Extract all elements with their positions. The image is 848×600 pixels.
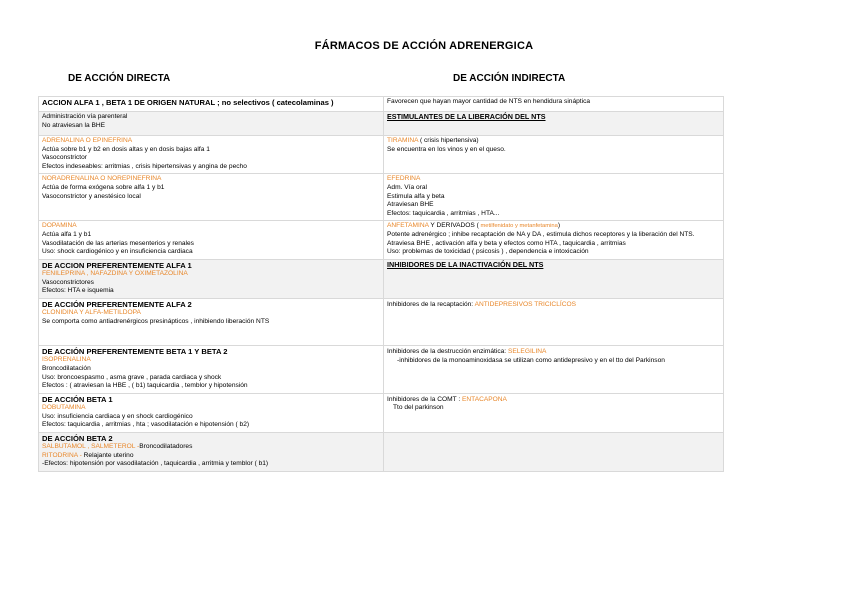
table-cell <box>39 393 384 432</box>
drug-name: SALBUTAMOL , SALMETEROL - <box>42 443 140 451</box>
table-cell <box>39 136 384 174</box>
table-cell <box>384 393 724 432</box>
drug-name: ENTACAPONA <box>462 395 507 403</box>
drug-name: CLONIDINA Y ALFA-METILDOPA <box>42 309 141 317</box>
cell-text: Uso: insuficiencia cardiaca y en shock cardiogénico <box>42 412 193 420</box>
cell-text: Vasodilatación de las arterias mesenterios y renales <box>42 239 194 247</box>
table-cell <box>39 97 384 112</box>
cell-text: Efectos : ( atraviesan la HBE , ( b1) taquicardia , temblor y hipotensión <box>42 382 248 390</box>
drug-name: SELEGILINA <box>507 347 547 355</box>
cell-text: Actúa alfa 1 y b1 <box>42 230 92 238</box>
cell-text: Favorecen que hayan mayor cantidad de NTS en hendidura sináptica <box>387 98 591 105</box>
document-title: FÁRMACOS DE ACCIÓN ADRENERGICA <box>314 40 534 52</box>
drug-note: Y DERIVADOS ( <box>428 222 479 230</box>
cell-text: Actúa sobre b1 y b2 en dosis altas y en dosis bajas alfa 1 <box>42 145 210 153</box>
cell-text: Adm. Vía oral <box>387 183 427 191</box>
drug-note: Relajante uterino <box>83 451 134 459</box>
drug-name: EFEDRINA <box>387 175 421 183</box>
table-cell <box>384 174 724 221</box>
table-cell <box>384 298 724 345</box>
cell-text: -Efectos: hipotensión por vasodilatación , taquicardia , arritmia y temblor ( b1) <box>42 460 269 468</box>
drug-note: Broncodilatadores <box>139 443 193 451</box>
table-row <box>39 432 724 471</box>
cell-text: Atraviesa BHE , activación alfa y beta y efectos como HTA , taquicardia , arritmias <box>387 239 626 247</box>
table-row <box>39 345 724 393</box>
cell-text: Inhibidores de la recaptación: <box>387 300 475 308</box>
table-cell <box>384 345 724 393</box>
adrenergic-drugs-table <box>38 96 724 472</box>
section-heading: DE ACCION PREFERENTEMENTE ALFA 1 <box>42 260 192 270</box>
cell-text: Uso: shock cardiogénico y en insuficiencia cardiaca <box>42 248 193 256</box>
table-cell <box>384 112 724 136</box>
cell-text: Tto del parkinson <box>393 404 444 412</box>
table-cell <box>39 112 384 136</box>
table-cell <box>39 345 384 393</box>
table-row <box>39 259 724 298</box>
cell-text: Uso: broncoespasmo , asma grave , parada cardiaca y shock <box>42 373 222 381</box>
table-row <box>39 136 724 174</box>
section-heading: DE ACCIÓN BETA 2 <box>42 433 113 443</box>
drug-examples: metilfenidato y metanfetamina <box>478 223 558 230</box>
cell-text: Se comporta como antiadrenérgicos presinápticos , inhibiendo liberación NTS <box>42 317 270 325</box>
table-row <box>39 393 724 432</box>
drug-name: DOPAMINA <box>42 222 77 230</box>
drug-name: TIRAMINA <box>387 137 419 144</box>
table-cell <box>384 136 724 174</box>
section-heading: DE ACCIÓN PREFERENTEMENTE ALFA 2 <box>42 299 192 309</box>
drug-name: ISOPRENALINA <box>42 356 91 364</box>
table-row <box>39 112 724 136</box>
cell-text: Efectos: taquicardia , arritmias , HTA... <box>387 209 500 217</box>
drug-name: NORADRENALINA O NOREPINEFRINA <box>42 175 162 183</box>
table-cell <box>384 221 724 259</box>
cell-text: Broncodilatación <box>42 364 91 372</box>
section-heading: INHIBIDORES DE LA INACTIVACIÓN DEL NTS <box>387 259 544 269</box>
cell-text: -inhibidores de la monoaminoxidasa se utilizan como antidepresivo y en el tto del Parkinson <box>397 356 665 364</box>
header-direct-action: DE ACCIÓN DIRECTA <box>68 73 171 84</box>
table-cell <box>384 432 724 471</box>
table-cell <box>39 259 384 298</box>
header-indirect-action: DE ACCIÓN INDIRECTA <box>453 73 566 84</box>
cell-text: Atraviesan BHE <box>387 201 434 209</box>
drug-note: ( crisis hipertensiva) <box>418 137 479 144</box>
drug-line <box>387 137 720 146</box>
table-cell <box>39 174 384 221</box>
drug-note: ) <box>557 222 561 230</box>
section-heading: ACCION ALFA 1 , BETA 1 DE ORIGEN NATURAL ; no selectivos ( catecolaminas ) <box>42 98 334 107</box>
table-cell <box>39 221 384 259</box>
cell-text: Vasoconstrictor y anestésico local <box>42 192 141 200</box>
section-heading: ESTIMULANTES DE LA LIBERACIÓN DEL NTS <box>387 112 546 121</box>
section-heading: DE ACCIÓN BETA 1 <box>42 394 113 404</box>
drug-name: RITODRINA - <box>42 451 84 459</box>
section-heading: DE ACCIÓN PREFERENTEMENTE BETA 1 Y BETA 2 <box>42 346 228 356</box>
cell-text: Efectos: HTA e isquemia <box>42 287 114 295</box>
drug-name: DOBUTAMINA <box>42 404 86 412</box>
drug-name: ADRENALINA O EPINEFRINA <box>42 137 133 144</box>
drug-line <box>42 452 380 461</box>
cell-text: Vasoconstrictores <box>42 278 94 286</box>
drug-line <box>387 222 720 231</box>
cell-text: Se encuentra en los vinos y en el queso. <box>387 145 506 153</box>
cell-text: Inhibidores de la COMT : <box>387 395 463 403</box>
table-row <box>39 97 724 112</box>
table-row <box>39 221 724 259</box>
cell-text: Efectos indeseables: arritmias , crisis hipertensivas y angina de pecho <box>42 162 247 170</box>
cell-text: Uso: problemas de toxicidad ( psicosis ) , dependencia e intoxicación <box>387 248 589 256</box>
cell-text: Efectos: taquicardia , arritmias , hta ; vasodilatación e hipotensión ( b2) <box>42 421 250 429</box>
table-cell <box>39 432 384 471</box>
table-cell <box>39 298 384 345</box>
cell-text: Potente adrenérgico ; inhibe recaptación de NA y DA , estimula dichos receptores y la liberación del NTS. <box>387 230 695 238</box>
drug-name: ANTIDEPRESIVOS TRICICLÍCOS <box>474 300 576 308</box>
drug-line <box>42 443 380 452</box>
table-row <box>39 174 724 221</box>
table-cell <box>384 97 724 112</box>
cell-text: Actúa de forma exógena sobre alfa 1 y b1 <box>42 183 165 191</box>
drug-name: FENILEPRINA , NAFAZDINA Y OXIMETAZOLINA <box>42 270 188 278</box>
table-cell <box>384 259 724 298</box>
drug-line <box>387 395 720 405</box>
cell-text: No atraviesan la BHE <box>42 121 106 129</box>
table-row <box>39 298 724 345</box>
cell-text: Administración vía parenteral <box>42 113 128 120</box>
cell-text: Estimula alfa y beta <box>387 192 445 200</box>
cell-text: Vasoconstrictor <box>42 154 87 162</box>
drug-line <box>387 300 720 310</box>
drug-line <box>387 347 720 357</box>
cell-text: Inhibidores de la destrucción enzimática: <box>387 347 508 355</box>
drug-name: ANFETAMINA <box>387 222 429 230</box>
